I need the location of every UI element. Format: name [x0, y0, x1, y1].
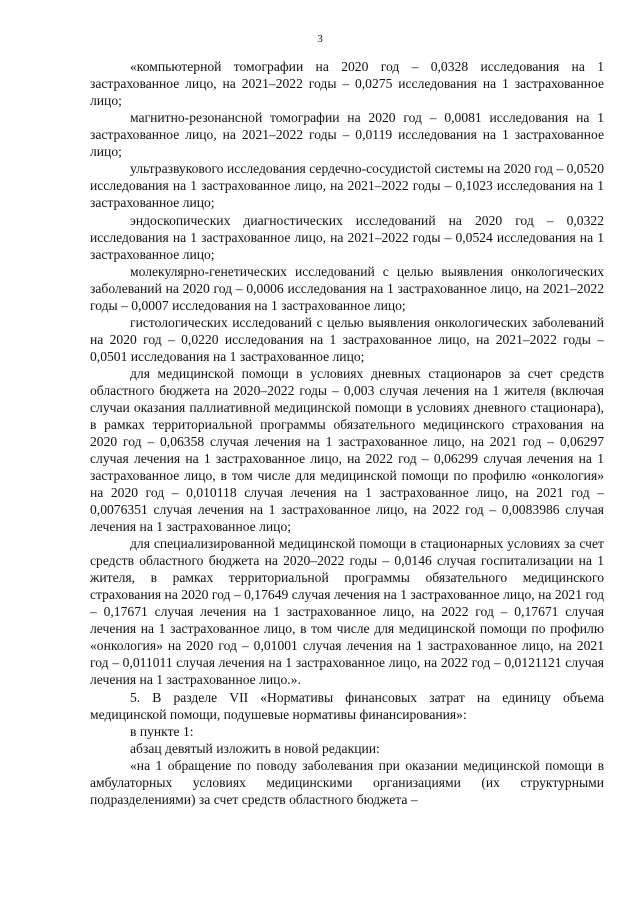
paragraph-new-wording: «на 1 обращение по поводу заболевания при оказании медицинской помощи в амбулаторных условиях медицинскими организациями (их структурными подразделениями) за счет средств областного бюджета – [90, 758, 604, 808]
paragraph-histology-norms: гистологических исследований с целью выявления онкологических заболеваний на 2020 год – 0,0220 исследования на 1 застрахованное лицо, на 2021–2022 годы – 0,0501 исследования на 1 застрахованное лицо; [90, 314, 604, 364]
paragraph-molecular-genetic-norms: молекулярно-генетических исследований с целью выявления онкологических заболеваний на 2020 год – 0,0006 исследования на 1 застрахованное лицо, на 2021–2022 годы – 0,0007 исследования на 1 застрахованное лицо; [90, 263, 604, 313]
paragraph-day-hospital-norms: для медицинской помощи в условиях дневных стационаров за счет средств областного бюджета на 2020–2022 годы – 0,003 случая лечения на 1 жителя (включая случаи оказания паллиативной медицинской помощи в условиях дневного стационара), в рамках территориальной программы обязательного медицинского страхования на 2020 год – 0,06358 случая лечения на 1 застрахованное лицо, на 2021 год – 0,06297 случая лечения на 1 застрахованное лицо, на 2022 год – 0,06299 случая лечения на 1 застрахованное лицо, в том числе для медицинской помощи по профилю «онкология» на 2020 год – 0,010118 случая лечения на 1 застрахованное лицо, на 2021 год – 0,0076351 случая лечения на 1 застрахованное лицо, на 2022 год – 0,0083986 случая лечения на 1 застрахованное лицо; [90, 366, 604, 535]
paragraph-inpatient-norms: для специализированной медицинской помощи в стационарных условиях за счет средств областного бюджета на 2020–2022 годы – 0,0146 случая госпитализации на 1 жителя, в рамках территориальной программы обязательного медицинского страхования на 2020 год – 0,17649 случая лечения на 1 застрахованное лицо, на 2021 год – 0,17671 случая лечения на 1 застрахованное лицо, на 2022 год – 0,17671 случая лечения на 1 застрахованное лицо, в том числе для медицинской помощи по профилю «онкология» на 2020 год – 0,01001 случая лечения на 1 застрахованное лицо, на 2021 год – 0,011011 случая лечения на 1 застрахованное лицо, на 2022 год – 0,0121121 случая лечения на 1 застрахованное лицо.». [90, 536, 604, 688]
page-number: 3 [317, 33, 323, 45]
paragraph-endoscopy-norms: эндоскопических диагностических исследований на 2020 год – 0,0322 исследования на 1 застрахованное лицо, на 2021–2022 годы – 0,0524 исследования на 1 застрахованное лицо; [90, 212, 604, 262]
document-body [90, 58, 604, 808]
paragraph-ninth-abzac: абзац девятый изложить в новой редакции: [130, 740, 380, 756]
paragraph-section-vii: 5. В разделе VII «Нормативы финансовых затрат на единицу объема медицинской помощи, подушевые нормативы финансирования»: [90, 689, 604, 722]
paragraph-point-1: в пункте 1: [130, 723, 194, 739]
paragraph-ultrasound-norms: ультразвукового исследования сердечно-сосудистой системы на 2020 год – 0,0520 исследования на 1 застрахованное лицо, на 2021–2022 годы – 0,1023 исследования на 1 застрахованное лицо; [90, 161, 604, 211]
paragraph-mri-norms: магнитно-резонансной томографии на 2020 год – 0,0081 исследования на 1 застрахованное лицо, на 2021–2022 годы – 0,0119 исследования на 1 застрахованное лицо; [90, 110, 604, 160]
paragraph-ct-norms: «компьютерной томографии на 2020 год – 0,0328 исследования на 1 застрахованное лицо, на 2021–2022 годы – 0,0275 исследования на 1 застрахованное лицо; [90, 59, 604, 108]
